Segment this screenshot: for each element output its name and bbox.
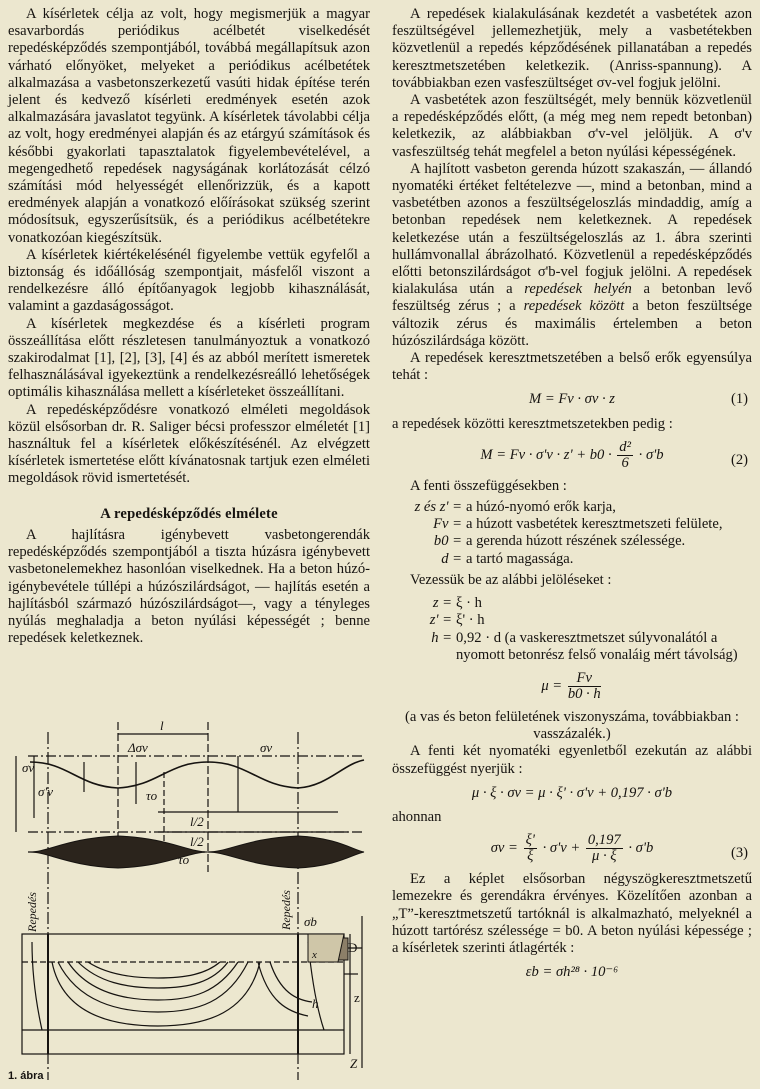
paragraph: Ez a képlet elsősorban négyszögkeresztmetszetű lemezekre és gerendákra érvényes. Közelítően azonban a „T”-keresztmetszetű tartóknál is alkalmazható, melyeknél a húzott tartórész szélessége = b0. A beton nyúlási képessége ; a kísérletek szerinti átlagérték : xyxy=(392,871,752,956)
paragraph: A repedések keresztmetszetében a belső erők egyensúlya tehát : xyxy=(392,350,752,384)
paragraph: A fenti összefüggésekben : xyxy=(410,477,567,494)
label-crack-right: Repedés xyxy=(279,890,293,930)
definition-list xyxy=(404,499,752,568)
label-tau-o: τo xyxy=(178,852,190,867)
figure-caption: 1. ábra xyxy=(8,1070,44,1082)
equation-strain: εb = σh²⁸ · 10⁻⁶ xyxy=(525,964,619,981)
label-sigma-v-2: σv xyxy=(260,740,273,755)
right-column xyxy=(392,6,752,988)
label-Z-arrow: Z xyxy=(350,1056,358,1071)
label-tau-o-2: τo xyxy=(146,788,158,803)
paragraph: A vasbetétek azon feszültségét, mely bennük közvetlenül a repedésképződés előtt, (a még meg nem repedt betonban) keletkezik, az alábbiakban σ'v-vel jelöljük. A σ'v vasfeszültség tehát megfelel a beton nyúlási képességének. xyxy=(392,92,752,160)
notation-row: z = ξ · h xyxy=(432,595,482,612)
label-l: l xyxy=(160,718,164,733)
equation-combined: μ · ξ · σv = μ · ξ' · σ'v + 0,197 · σ'b xyxy=(471,784,673,801)
paragraph: A fenti két nyomatéki egyenletből ezekután az alábbi összefüggést nyerjük : xyxy=(392,743,752,777)
definition-row: Fv = a húzott vasbetétek keresztmetszeti felülete, xyxy=(433,516,723,533)
label-l-half-2: l/2 xyxy=(190,834,204,849)
label-z: z xyxy=(354,990,360,1005)
paragraph: A kísérletek célja az volt, hogy megismerjük a magyar esavarbordás periódikus acélbetét viselkedését repedésképződés szempontjából, továbbá megállapítsuk azon várható előnyöket, melyeket a periódikus acélbetétek alkalmazása a vasbetonszerkezetű vasúti hidak építése terén jelent és kedvező kísérleti eredmények esetén azok alkalmazására javaslatot tegyünk. A kísérletek távolabbi célja az volt, hogy eredményei alapján és az etárgyú számítások és későbbi gyakorlati tapasztalatok figyelembevételével, a megengedhető repedések nagyságának korlátozását célzó számítási mód helyességét ellenőrizzük, és a kapott eredmények alapján a vonatkozó előírásokat szükség szerint módosítsuk, egyszerűsítsük, és a periódikus acélbetétekre vonatkozóan kiegészítsük. xyxy=(8,6,370,246)
mu-definition: μ = $\frac{Fv}{b0 \cdot h}$ xyxy=(541,669,601,702)
label-x: x xyxy=(312,949,317,961)
left-column xyxy=(8,6,370,647)
notation-list xyxy=(402,595,752,664)
label-l-half-1: l/2 xyxy=(190,814,204,829)
definition-row: b0 = a gerenda húzott részének szélessége. xyxy=(433,533,686,550)
paragraph: A repedések kialakulásának kezdetét a vasbetétek azon feszültségével jellemezhetjük, mely a vasbetétekben közvetlenül a repedés képződésének pillanatában a repedés keresztmetszetében keletkezik. (Anriss-spannung). A továbbiakban ezen vasfeszültséget σv-vel fogjuk jelölni. xyxy=(392,6,752,91)
label-sigma-b: σb xyxy=(304,914,317,929)
paragraph: A hajlított vasbeton gerenda húzott szakaszán, — állandó nyomatéki értéket feltételezve —, mind a betonban, mind a vasbetétben azonos a feszültségeloszlás mindaddig, amíg a betonban repedések nem keletkeznek. A repedések keletkezése után a feszültségeloszlás az 1. ábra szerinti hullámvonallal ábrázolható. Közvetlenül a repedésképződés előtti betonszilárdságot σ'b-vel fogjuk jelölni. A repedések kialakulása után a repedések helyén a betonban levő feszültség zérus ; a repedések között a beton feszültsége változik zérus és maximális értelemben a beton húzószilárdsága között. xyxy=(392,160,752,349)
paragraph: A kísérletek megkezdése és a kísérleti program összeállítása előtt részletesen tanulmányoztuk a vonatkozó szakirodalmat [1], [2], [3], [4] és az abból merített ismeretek felhasználásával igyekeztünk a rendelkezésreálló lehetőségek optimális kihasználása mellett a kísérleteket összeállítani. xyxy=(8,315,370,401)
definition-row: z és z' = a húzó-nyomó erők karja, xyxy=(414,499,616,516)
paragraph: a repedések közötti keresztmetszetekben pedig : xyxy=(392,415,673,432)
equation-3: σv = $\frac{\xi'}{\xi}$ · σ'v + $\frac{0,197}{\mu \cdot \xi}$ · σ'b (3) xyxy=(490,832,748,865)
label-sigma-v: σv xyxy=(22,760,35,775)
paragraph: A kísérletek kiértékelésénél figyelembe vettük egyfelől a biztonság és időállóság szempontjait, másfelől viszont a rendelkezésre álló építőanyagok legjobb kihasználását, valamint a gazdaságosságot. xyxy=(8,246,370,315)
notation-row: z' = ξ' · h xyxy=(429,612,485,629)
label-sigma-v-prime: σ'v xyxy=(38,784,53,799)
paragraph: ahonnan xyxy=(392,808,442,825)
equation-1: M = Fv · σv · z (1) xyxy=(529,391,748,408)
label-crack-left: Repedés xyxy=(25,892,39,932)
notation-row: h = 0,92 · d (a vaskeresztmetszet súlyvonalától a nyomott betonrész felső vonaláig mért távolság) xyxy=(431,629,738,663)
section-heading: A repedésképződés elmélete xyxy=(100,505,278,522)
label-h: h xyxy=(312,996,319,1011)
paragraph: A repedésképződésre vonatkozó elméleti megoldások közül elsősorban dr. R. Saliger bécsi professzor elméletét [1] használtuk fel a kísérletek előkészítésénél. Az elvégzett kísérletek ismertetése előtt kívánatosnak tartjuk ezen elméleti megoldások rövid ismertetését. xyxy=(8,401,370,487)
definition-row: d = a tartó magassága. xyxy=(441,550,574,567)
equation-2: M = Fv · σ'v · z' + b0 · $\frac{\text{d²}}{6}$ · σ'b (2) xyxy=(480,438,748,471)
paragraph: A hajlításra igénybevett vasbetongerendák repedésképződés szempontjából a tiszta húzásra igénybevett vasbetonelemekhez hasonlóan viselkednek. Ha a beton húzó-igénybevétele túllépi a húzószilárdságot, — hajlítás esetén a hajlításból származó húzószilárdságot—, vagy a tényleges nyúlás meghaladja a beton nyúlási képességét ; benne repedések keletkeznek. xyxy=(8,526,370,647)
label-delta-sigma: Δσv xyxy=(128,740,148,755)
mu-note: (a vas és beton felületének viszonyszáma, továbbiakban : vasszázalék.) xyxy=(405,708,739,743)
label-D: D xyxy=(348,940,358,955)
paragraph: Vezessük be az alábbi jelöléseket : xyxy=(410,571,612,588)
stress-distribution-figure xyxy=(8,712,380,1082)
